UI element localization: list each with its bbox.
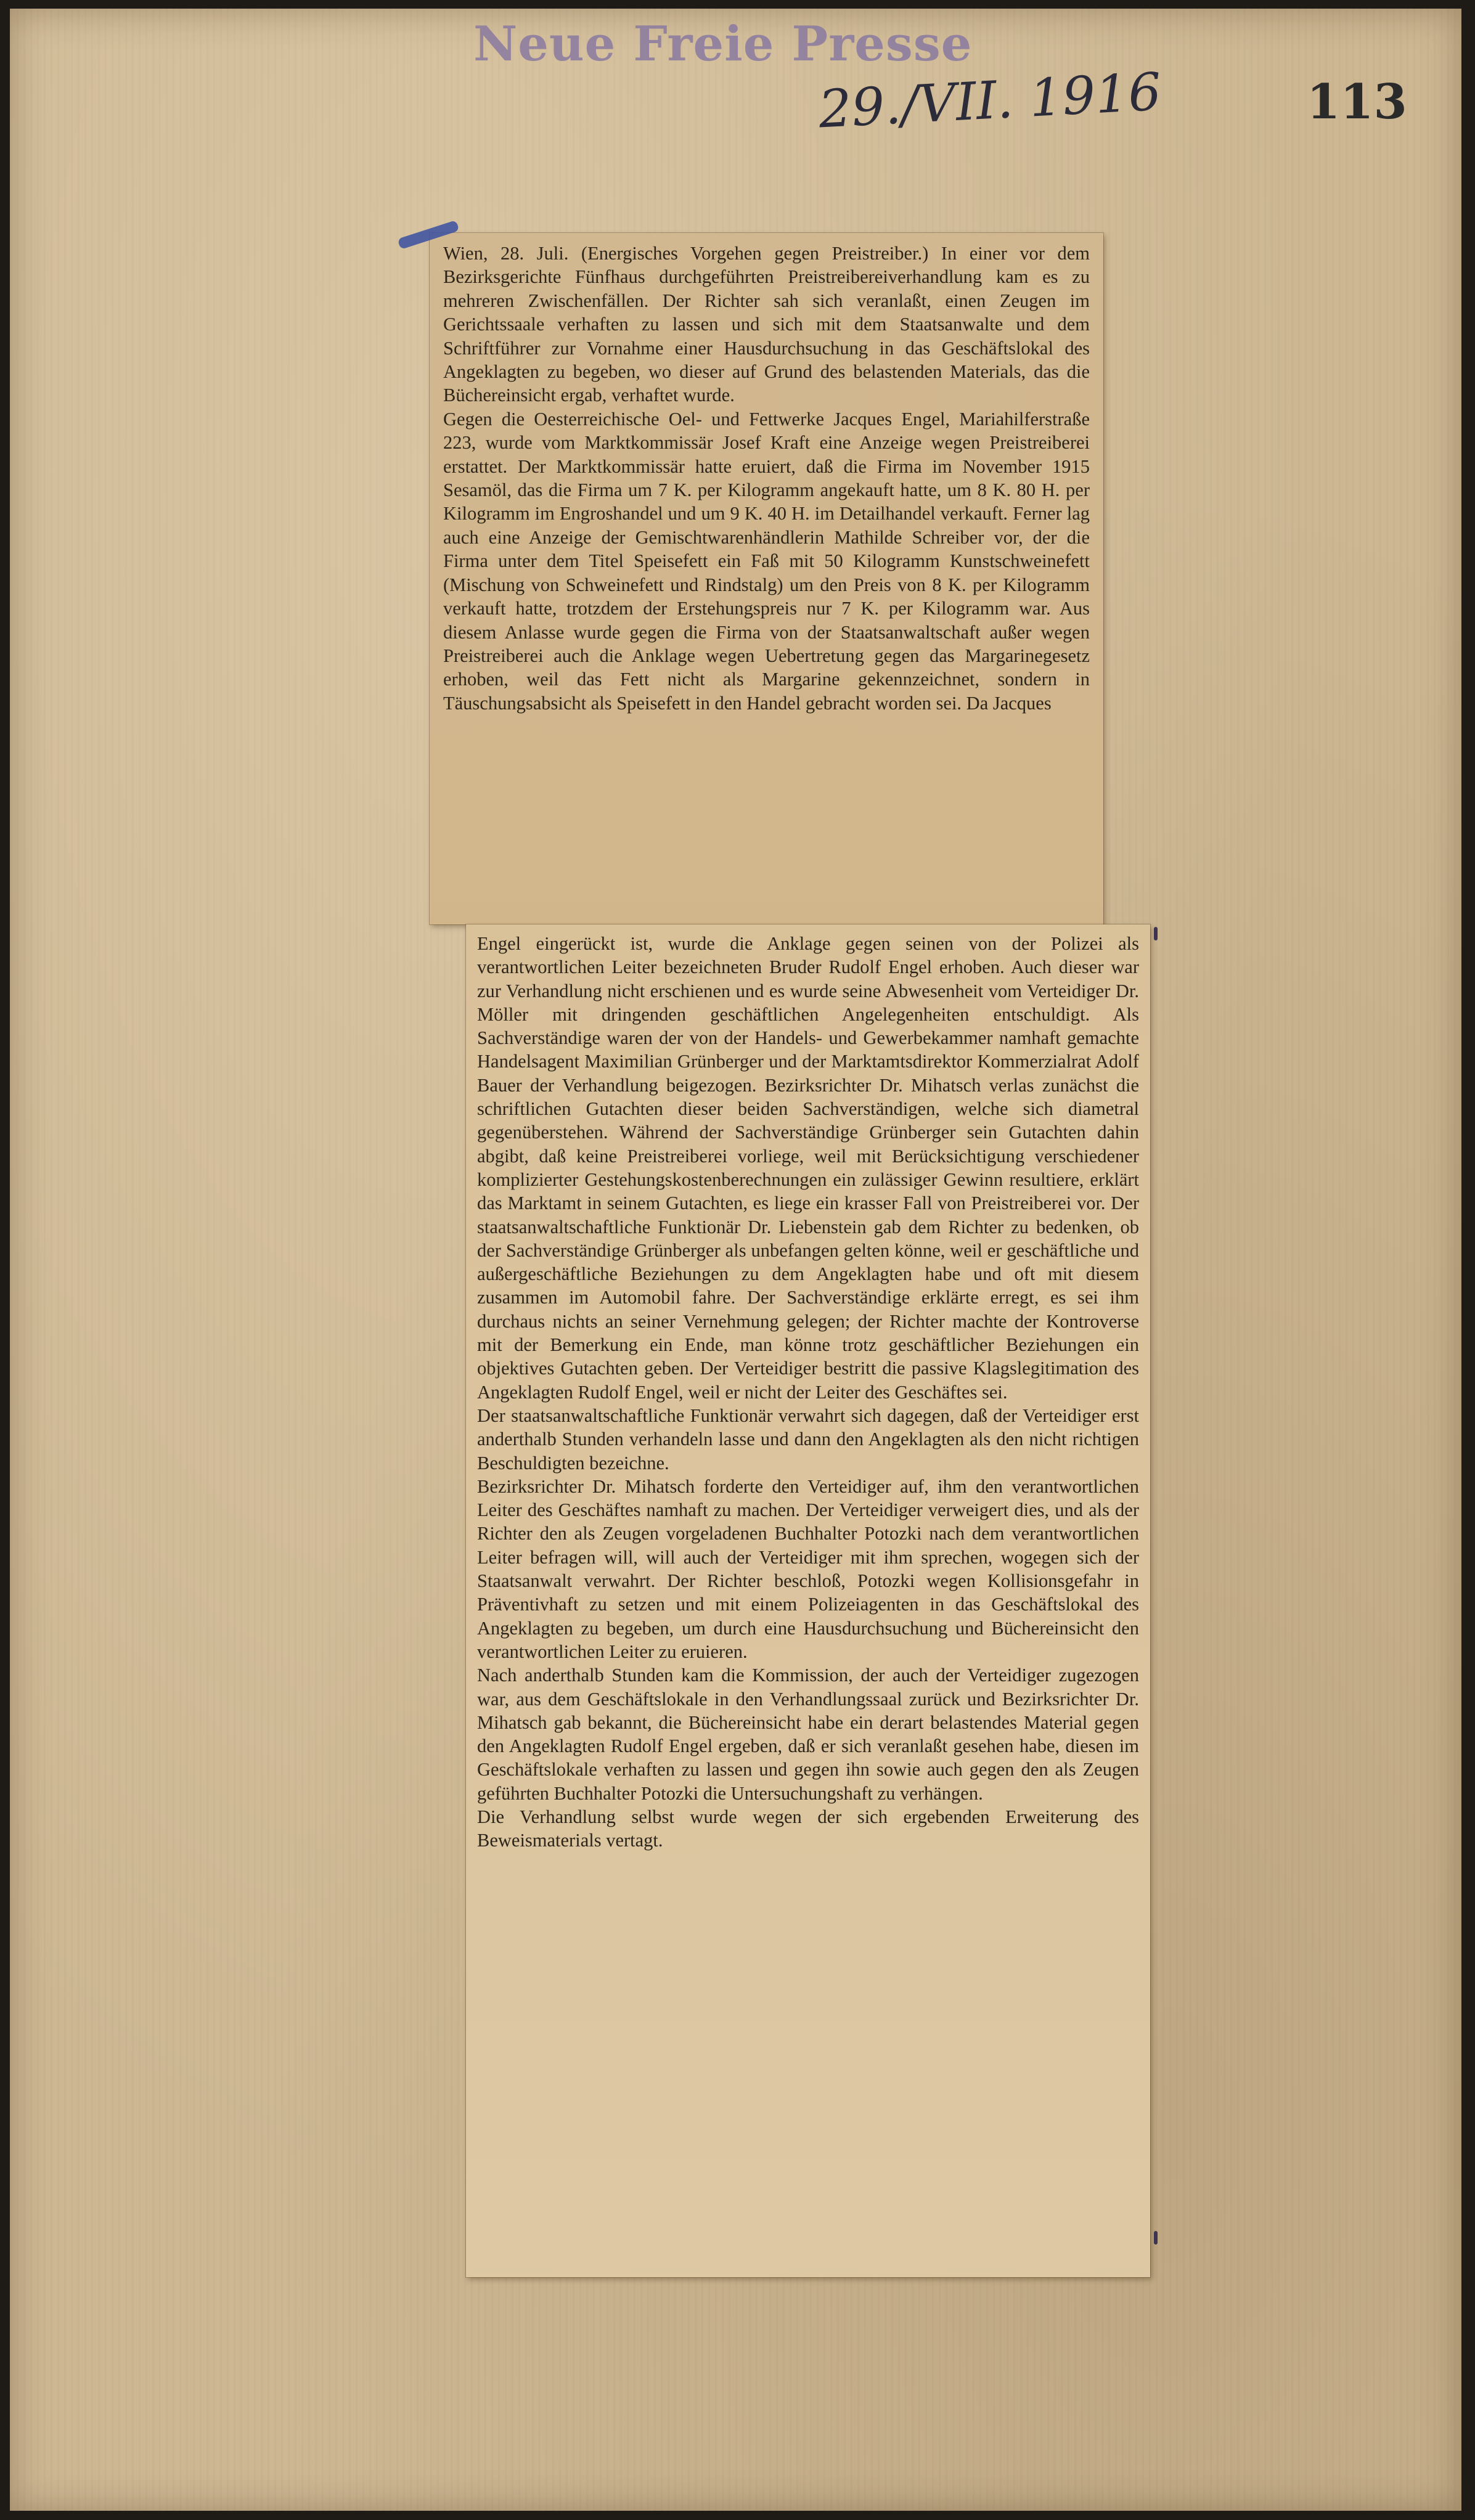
newspaper-clipping-part-1 [430,233,1103,924]
newspaper-clipping-part-2 [466,924,1150,2277]
ink-margin-mark [1154,2231,1158,2245]
handwritten-date: 29./VII. 1916 [817,61,1163,140]
page-number: 113 [1307,74,1407,130]
article-text-part-1: Wien, 28. Juli. (Energisches Vorgehen gegen Preistreiber.) In einer vor dem Bezirksgerichte Fünfhaus durchgeführten Preistreibereiverhandlung kam es zu mehreren Zwischenfällen. Der Richter sah sich veranlaßt, einen Zeugen im Gerichtssaale verhaften zu lassen und sich mit dem Staatsanwalte und dem Schriftführer zur Vornahme einer Hausdurchsuchung in das Geschäftslokal des Angeklagten zu begeben, wo dieser auf Grund des belastenden Materials, das die Büchereinsicht ergab, verhaftet wurde. Gegen die Oesterreichische Oel- und Fettwerke Jacques Engel, Mariahilferstraße 223, wurde vom Marktkommissär Josef Kraft eine Anzeige wegen Preistreiberei erstattet. Der Marktkommissär hatte eruiert, daß die Firma im November 1915 Sesamöl, das die Firma um 7 K. per Kilogramm angekauft hatte, um 8 K. 80 H. per Kilogramm im Engroshandel und um 9 K. 40 H. im Detailhandel verkauft. Ferner lag auch eine Anzeige der Gemischtwarenhändlerin Mathilde Schreiber vor, der die Firma unter dem Titel Speisefett ein Faß mit 50 Kilogramm Kunstschweinefett (Mischung von Schweinefett und Rindstalg) um den Preis von 8 K. per Kilogramm verkauft hatte, trotzdem der Erstehungspreis nur 7 K. per Kilogramm war. Aus diesem Anlasse wurde gegen die Firma von der Staatsanwaltschaft außer wegen Preistreiberei auch die Anklage wegen Uebertretung gegen das Margarinegesetz erhoben, weil das Fett nicht als Margarine gekennzeichnet, sondern in Täuschungsabsicht als Speisefett in den Handel gebracht worden sei. Da Jacques [443,243,1090,714]
ink-margin-mark [1154,927,1158,940]
newspaper-name-stamp: Neue Freie Presse [473,16,973,72]
article-text-part-2: Engel eingerückt ist, wurde die Anklage gegen seinen von der Polizei als verantwortlichen Leiter bezeichneten Bruder Rudolf Engel erhoben. Auch dieser war zur Verhandlung nicht erschienen und es wurde seine Abwesenheit vom Verteidiger Dr. Möller mit dringenden geschäftlichen Angelegenheiten entschuldigt. Als Sachverständige waren der von der Handels- und Gewerbekammer namhaft gemachte Handelsagent Maximilian Grünberger und der Marktamtsdirektor Kommerzialrat Adolf Bauer der Verhandlung beigezogen. Bezirksrichter Dr. Mihatsch verlas zunächst die schriftlichen Gutachten dieser beiden Sachverständigen, welche sich diametral gegenüberstehen. Während der Sachverständige Grünberger sein Gutachten dahin abgibt, daß keine Preistreiberei vorliege, weil mit Berücksichtigung verschiedener komplizierter Gestehungskostenberechnungen ein zulässiger Gewinn resultiere, erklärt das Marktamt in seinem Gutachten, es liege ein krasser Fall von Preistreiberei vor. Der staatsanwaltschaftliche Funktionär Dr. Liebenstein gab dem Richter zu bedenken, ob der Sachverständige Grünberger als unbefangen gelten könne, weil er geschäftliche und außergeschäftliche Beziehungen zu dem Angeklagten habe und oft mit diesem zusammen im Automobil fahre. Der Sachverständige erklärte erregt, es sei ihm durchaus nichts an seiner Vernehmung gelegen; der Richter machte der Kontroverse mit der Bemerkung ein Ende, man könne trotz geschäftlicher Beziehungen ein objektives Gutachten geben. Der Verteidiger bestritt die passive Klagslegitimation des Angeklagten Rudolf Engel, weil er nicht der Leiter des Geschäftes sei. Der staatsanwaltschaftliche Funktionär verwahrt sich dagegen, daß der Verteidiger erst anderthalb Stunden verhandeln lasse und dann den Angeklagten als den nicht richtigen Beschuldigten bezeichne. Bezirksrichter Dr. Mihatsch forderte den Verteidiger auf, ihm den verantwortlichen Leiter des Geschäftes namhaft zu machen. Der Verteidiger verweigert dies, und als der Richter den als Zeugen vorgeladenen Buchhalter Potozki nach dem verantwortlichen Leiter befragen will, will auch der Verteidiger mit ihm sprechen, wogegen sich der Staatsanwalt verwahrt. Der Richter beschloß, Potozki wegen Kollisionsgefahr in Präventivhaft zu setzen und mit einem Polizeiagenten in das Geschäftslokal des Angeklagten zu begeben, um durch eine Hausdurchsuchung und Büchereinsicht den verantwortlichen Leiter zu eruieren. Nach anderthalb Stunden kam die Kommission, der auch der Verteidiger zugezogen war, aus dem Geschäftslokale in den Verhandlungssaal zurück und Bezirksrichter Dr. Mihatsch gab bekannt, die Büchereinsicht habe ein derart belastendes Material gegen den Angeklagten Rudolf Engel ergeben, daß er sich veranlaßt gesehen habe, diesen im Geschäftslokale verhaften zu lassen und gegen ihn sowie auch gegen den als Zeugen geführten Buchhalter Potozki die Untersuchungshaft zu verhängen. Die Verhandlung selbst wurde wegen der sich ergebenden Erweiterung des Beweismaterials vertagt. [477,933,1139,1851]
